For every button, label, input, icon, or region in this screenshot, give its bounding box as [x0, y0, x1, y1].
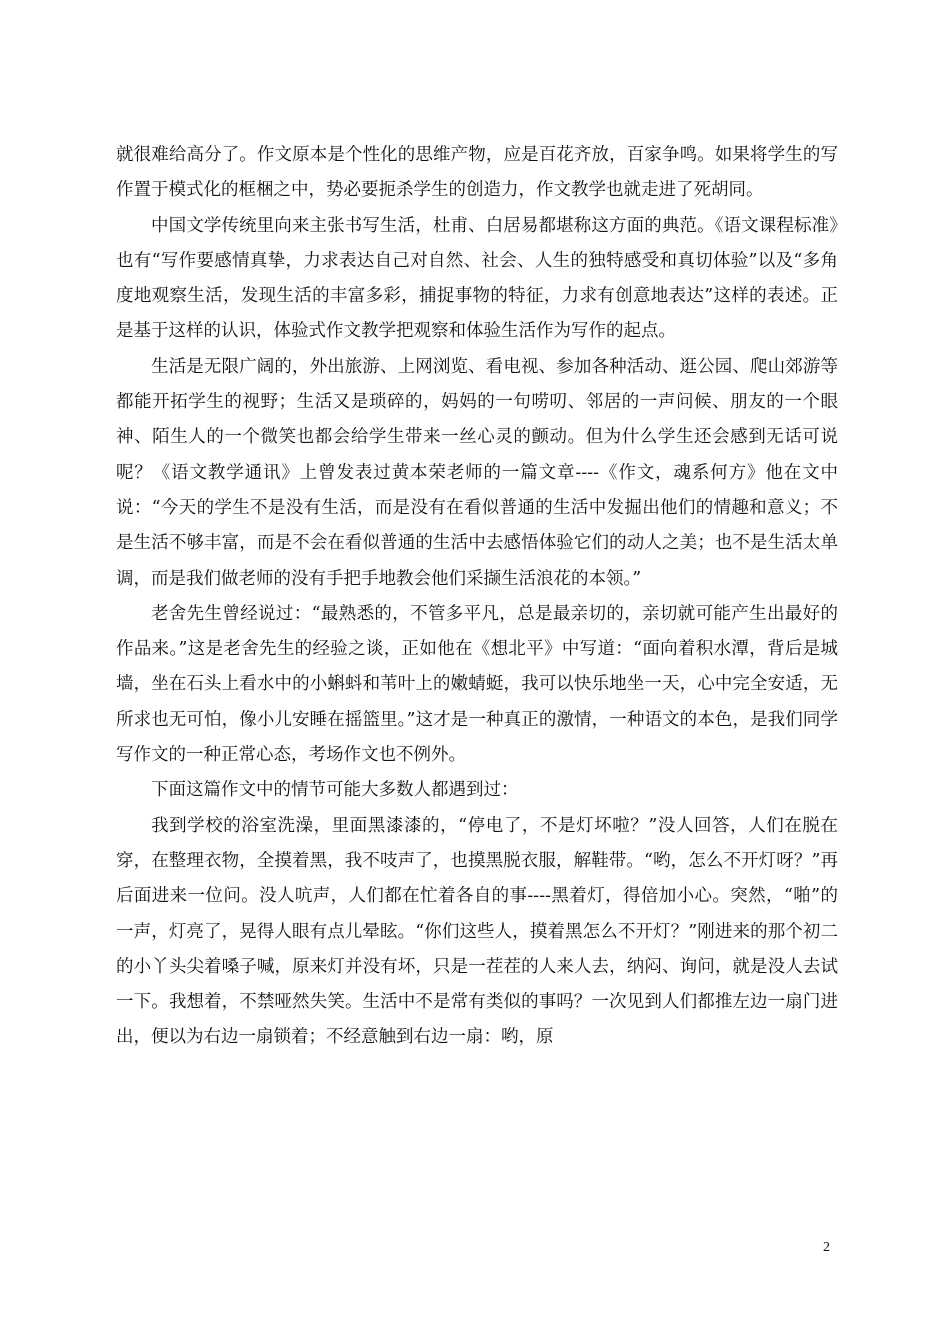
paragraph-6: 我到学校的浴室洗澡，里面黑漆漆的，“停电了，不是灯坏啦？”没人回答，人们在脱在穿，在整理衣物，全摸着黑，我不吱声了，也摸黑脱衣服，解鞋带。“哟，怎么不开灯呀？”再后面进来一位问。没人吭声，人们都在忙着各自的事----黑着灯，得倍加小心。突然，“啪”的一声，灯亮了，晃得人眼有点儿晕眩。“你们这些人，摸着黑怎么不开灯？”刚进来的那个初二的小丫头尖着嗓子喊，原来灯并没有坏，只是一茬茬的人来人去，纳闷、询问，就是没人去试一下。我想着，不禁哑然失笑。生活中不是常有类似的事吗？一次见到人们都推左边一扇门进出，便以为右边一扇锁着；不经意触到右边一扇：哟，原 — [116, 815, 838, 1048]
body-text — [116, 138, 838, 1056]
page-number: 2 — [823, 1240, 830, 1255]
paragraph-4: 老舍先生曾经说过：“最熟悉的，不管多平凡，总是最亲切的，亲切就可能产生出最好的作品来。”这是老舍先生的经验之谈，正如他在《想北平》中写道：“面向着积水潭，背后是城墙，坐在石头上看水中的小蝌蚪和苇叶上的嫩蜻蜓，我可以快乐地坐一天，心中完全安适，无所求也无可怕，像小儿安睡在摇篮里。”这才是一种真正的激情，一种语文的本色，是我们同学写作文的一种正常心态，考场作文也不例外。 — [116, 603, 838, 766]
paragraph-1: 就很难给高分了。作文原本是个性化的思维产物，应是百花齐放，百家争鸣。如果将学生的写作置于模式化的框梱之中，势必要扼杀学生的创造力，作文教学也就走进了死胡同。 — [116, 145, 838, 201]
paragraph-3: 生活是无限广阔的，外出旅游、上网浏览、看电视、参加各种活动、逛公园、爬山郊游等都能开拓学生的视野；生活又是琐碎的，妈妈的一句唠叨、邻居的一声问候、朋友的一个眼神、陌生人的一个微笑也都会给学生带来一丝心灵的颤动。但为什么学生还会感到无话可说呢？《语文教学通讯》上曾发表过黄本荣老师的一篇文章----《作文，魂系何方》他在文中说：“今天的学生不是没有生活，而是没有在看似普通的生活中发掘出他们的情趣和意义；不是生活不够丰富，而是不会在看似普通的生活中去感悟体验它们的动人之美；也不是生活太单调，而是我们做老师的没有手把手地教会他们采撷生活浪花的本领。” — [116, 356, 838, 589]
paragraph-2: 中国文学传统里向来主张书写生活，杜甫、白居易都堪称这方面的典范。《语文课程标准》也有“写作要感情真挚，力求表达自己对自然、社会、人生的独特感受和真切体验”以及“多角度地观察生活，发现生活的丰富多彩，捕捉事物的特征，力求有创意地表达”这样的表述。正是基于这样的认识，体验式作文教学把观察和体验生活作为写作的起点。 — [116, 215, 838, 342]
paragraph-5: 下面这篇作文中的情节可能大多数人都遇到过： — [151, 780, 519, 801]
